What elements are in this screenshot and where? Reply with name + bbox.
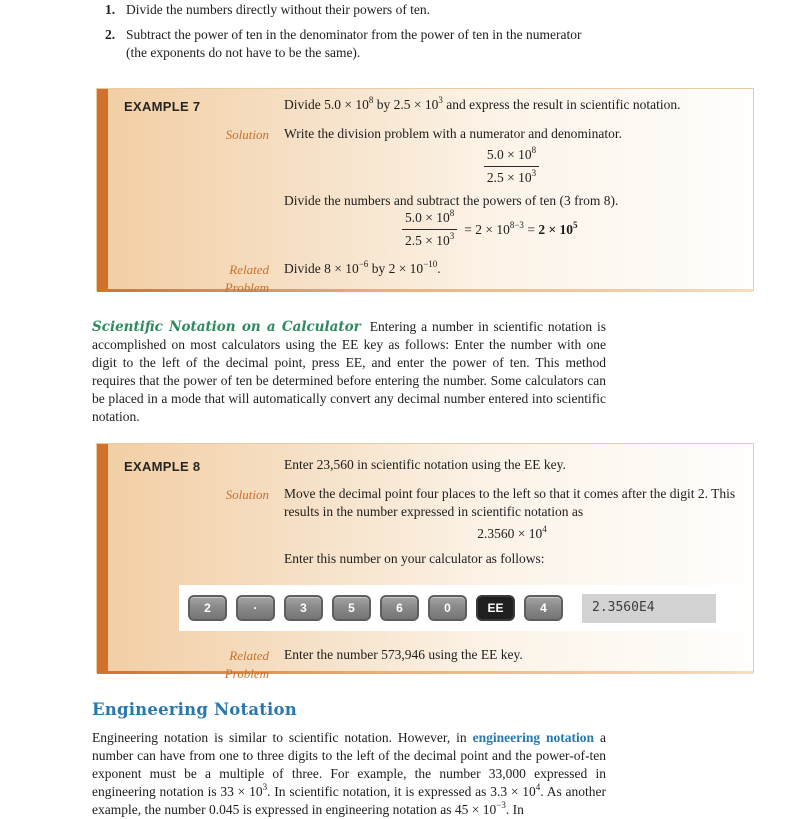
equation-frac-numerator: $5.0 \times 10^8$: [402, 209, 457, 230]
fraction-numerator: $5.0 \times 10^8$: [484, 146, 539, 167]
calc-key-3: 3: [284, 595, 323, 621]
calc-key-0: 0: [428, 595, 467, 621]
example7-problem: Divide $5.0 \times 10^8$ by $2.5 \times 10^3$ and express the result in scientific notation.: [284, 95, 681, 112]
example8-instruction: Enter this number on your calculator as follows:: [284, 551, 545, 566]
equation-frac-denominator: $2.5 \times 10^3$: [405, 231, 455, 248]
list-text: Divide the numbers directly without their powers of ten.: [126, 2, 431, 17]
example7-solution-intro: Write the division problem with a numerator and denominator.: [284, 126, 623, 141]
example8-box: [96, 443, 754, 681]
section-heading-engineering-notation: Engineering Notation: [92, 700, 297, 719]
solution-label: Solution: [225, 487, 269, 502]
fraction-denominator: $2.5 \times 10^3$: [486, 168, 537, 185]
engineering-notation-paragraph: Engineering notation is similar to scientific notation. However, in engineering notation a number can have from one to three digits to the left of the decimal point and the power-of-ten exponent must be a multiple of three. For example, the number 33,000 expressed in engineering notation is $33 \times 10^3$. In scientific notation, it is expressed as $3.3 \times 10^4$. As another example, the number 0.045 is expressed in engineering notation as $45 \times 10^{-3}$. In: [92, 730, 606, 817]
list-item: [105, 1, 597, 19]
example7-label: EXAMPLE 7: [124, 99, 201, 114]
list-number: 1.: [105, 2, 116, 17]
related-problem-label: Related Problem: [224, 262, 269, 295]
example7-box: [96, 88, 754, 295]
calc-key-6: 6: [380, 595, 419, 621]
example-accent-bar: [97, 444, 108, 672]
example-accent-bar: [97, 89, 108, 290]
calc-key-ee: EE: [476, 595, 515, 621]
equation-display: [402, 209, 578, 250]
example8-label: EXAMPLE 8: [124, 459, 201, 474]
paragraph-body: Entering a number in scientific notation is accomplished on most calculators using the EE key as follows: Enter the number with one digit to the left of the decimal point, press EE, and enter the power of ten. This method requires that the power of ten be determined before entering the number. Some calculators can be placed in a mode that will automatically convert any decimal number entered into scientific notation.: [92, 319, 606, 424]
fraction-display: [449, 146, 574, 187]
calc-key-2: 2: [188, 595, 227, 621]
list-item: [105, 26, 597, 62]
equation-rhs: = $2 \times 10^{8-3} = 2 \times 10^5$: [464, 219, 578, 237]
solution-label: Solution: [225, 127, 269, 142]
calculator-display: 2.3560E4: [582, 594, 716, 623]
calc-key-4: 4: [524, 595, 563, 621]
calculator-key-strip: [179, 585, 738, 631]
example8-solution-text: Move the decimal point four places to the left so that it comes after the digit 2. This results in the number expressed in scientific notation as: [284, 486, 736, 519]
list-number: 2.: [105, 27, 116, 42]
calculator-note-paragraph: [92, 318, 606, 426]
example7-related-problem: Divide $8 \times 10^{-6}$ by $2 \times 10^{-10}$.: [284, 259, 441, 276]
example8-related-problem: Enter the number 573,946 using the EE key.: [284, 647, 523, 662]
scientific-notation-result: $2.3560 \times 10^4$: [477, 524, 547, 541]
example8-problem: Enter 23,560 in scientific notation using the EE key.: [284, 457, 566, 472]
calc-key-dot: ·: [236, 595, 275, 621]
procedure-list: [105, 1, 597, 69]
related-problem-label: Related Problem: [224, 648, 269, 681]
example7-step2: Divide the numbers and subtract the powers of ten (3 from 8).: [284, 193, 619, 208]
calc-key-5: 5: [332, 595, 371, 621]
paragraph-lead-in: Scientific Notation on a Calculator: [92, 319, 361, 335]
list-text: Subtract the power of ten in the denominator from the power of ten in the numerator (the exponents do not have to be the same).: [126, 27, 582, 60]
